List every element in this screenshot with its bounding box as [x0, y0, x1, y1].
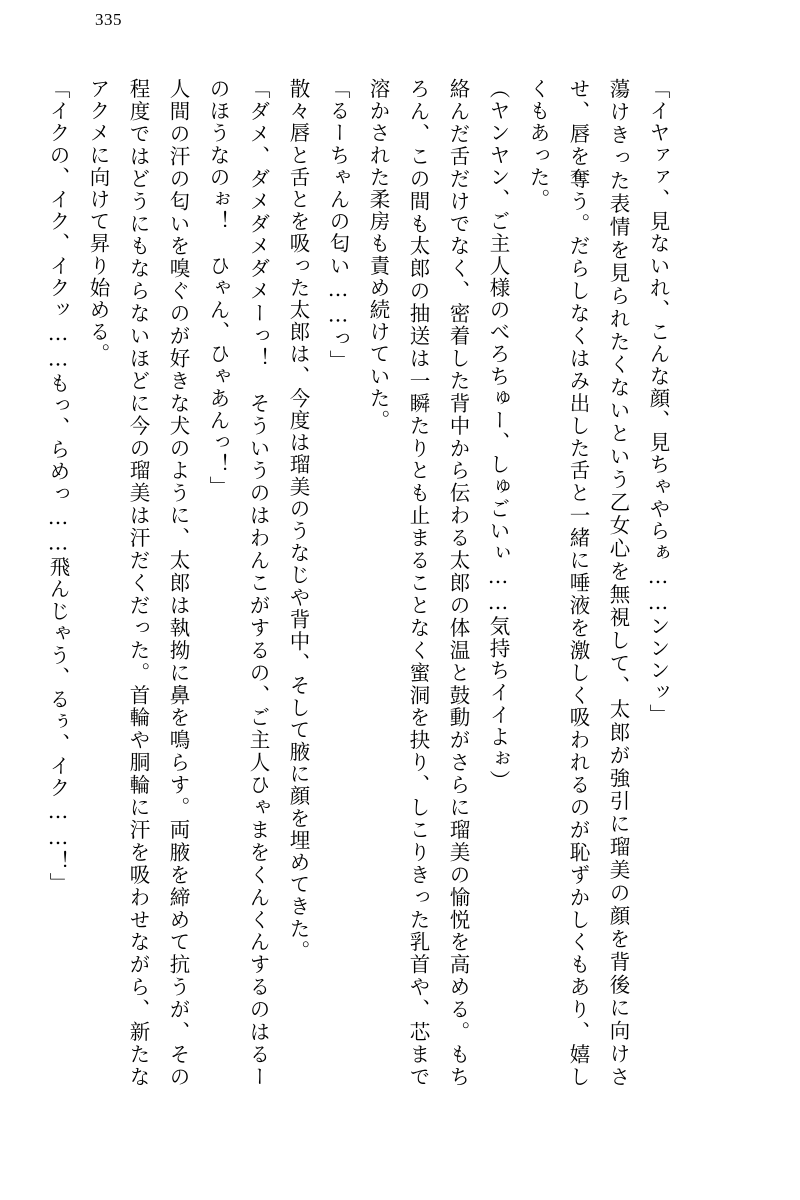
page-number: 335: [95, 10, 122, 29]
body-paragraphs: 「イヤァァ、見ないれ、こんな顔、見ちゃやらぁ……ンンンッ」 蕩けきった表情を見られたくないという乙女心を無視して、太郎が強引に瑠美の顔を背後に向けさせ、唇を奪う。だらしなくはみ出した舌と一緒に唾液を激しく吸われるのが恥ずかしくもあり、嬉しくもあった。 （ヤンヤン、ご主人様のべろちゅー、しゅごいぃ……気持ちイイよぉ） 絡んだ舌だけでなく、密着した背中から伝わる太郎の体温と鼓動がさらに瑠美の愉悦を高める。もちろん、この間も太郎の抽送は一瞬たりとも止まることなく蜜洞を抉り、しこりきった乳首や、芯まで溶かされた柔房も責め続けていた。 「るーちゃんの匂い……っ」 散々唇と舌とを吸った太郎は、今度は瑠美のうなじや背中、そして腋に顔を埋めてきた。 「ダメ、ダメダメダメーっ！ そういうのはわんこがするの、ご主人ひゃまをくんくんするのはるーのほうなのぉ！ ひゃん、ひゃあんっ！」 人間の汗の匂いを嗅ぐのが好きな犬のように、太郎は執拗に鼻を鳴らす。両腋を締めて抗うが、その程度ではどうにもならないほどに今の瑠美は汗だくだった。首輪や胴輪に汗を吸わせながら、新たなアクメに向けて昇り始める。 「イクの、イク、イクッ……もっ、らめっ……飛んじゃう、るぅ、イク……！」: [46, 78, 670, 1088]
page-body-text: [46, 78, 758, 1088]
